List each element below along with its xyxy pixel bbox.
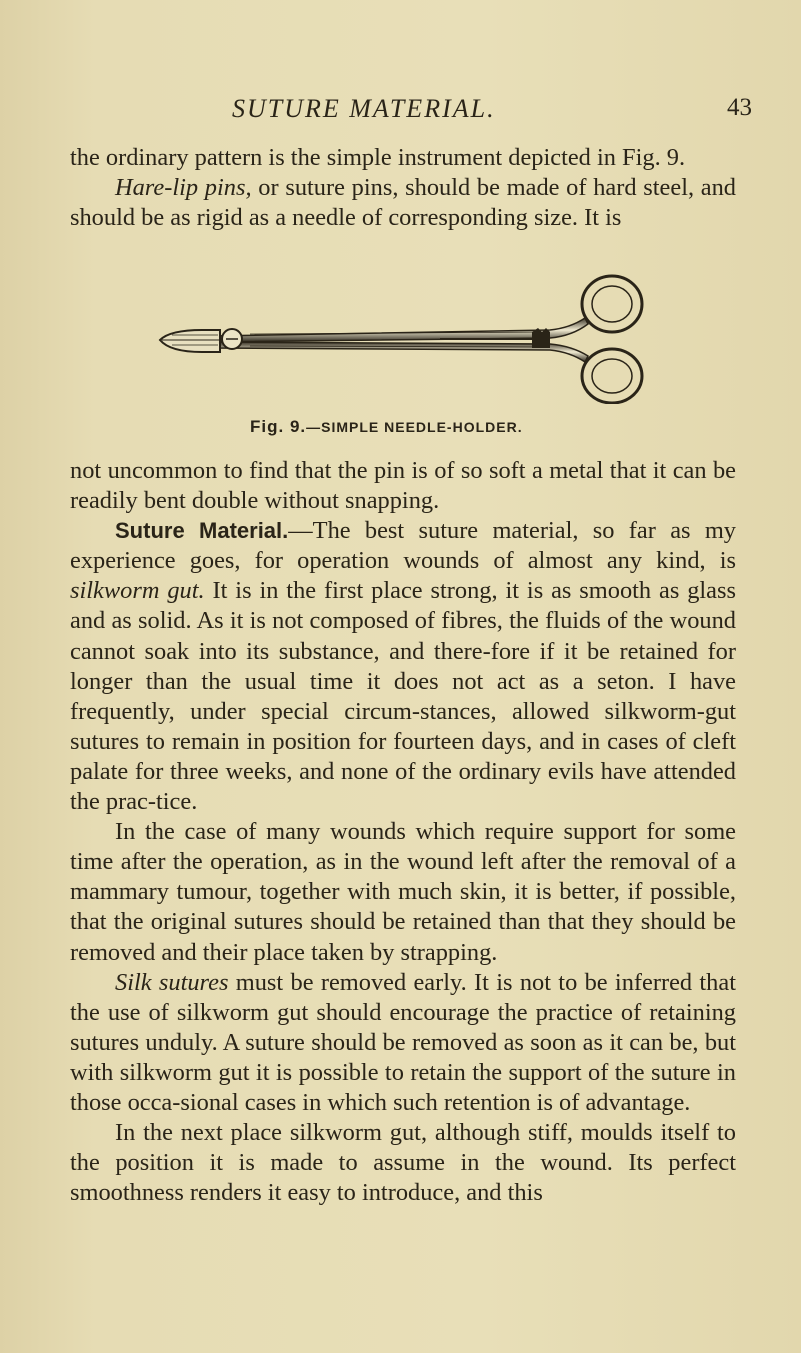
running-head xyxy=(232,94,752,130)
suture-material-text-a: —The best suture material, so far as my experience goes, for operation wounds of almost any kind, is xyxy=(70,517,736,575)
paragraph-next-place: In the next place silkworm gut, although stiff, moulds itself to the position it is made to assume in the wound. Its perfect smoothness renders it easy to introduce, and this xyxy=(70,1119,736,1207)
silk-sutures-text: must be removed early. It is not to be inferred that the use of silkworm gut should encourage the practice of retaining sutures unduly. A suture should be removed as soon as it can be, but with silkworm gut it is possible to retain the support of the suture in those occa-sional cases in which such retention is of advantage. xyxy=(70,968,736,1116)
suture-material-text-b: It is in the first place strong, it is as smooth as glass and as solid. As it is not composed of fibres, the fluids of the wound cannot soak into its substance, and there-fore if it be retained for longer than the usual time it does not act as a seton. I have frequently, under special circum-stances, allowed silkworm-gut sutures to remain in position for fourteen days, and in cases of cleft palate for three weeks, and none of the ordinary evils have attended the prac-tice. xyxy=(70,577,736,816)
hare-lip-text: or suture pins, should be made of hard steel, and should be as rigid as a needle of corresponding size. It is xyxy=(70,174,736,232)
paragraph-hare-lip xyxy=(70,173,736,233)
paragraph-suture-material xyxy=(70,516,736,817)
running-title: SUTURE MATERIAL. xyxy=(232,94,496,123)
paragraph-mammary: In the case of many wounds which require support for some time after the operation, as in the wound left after the removal of a mammary tumour, together with much skin, it is better, if possible, that the original sutures should be retained than that they should be removed and their place taken by strapping. xyxy=(70,818,736,966)
paragraph-pin: not uncommon to find that the pin is of so soft a metal that it can be readily bent double without snapping. xyxy=(70,457,736,515)
needle-holder-lower-arm xyxy=(210,342,588,362)
top-text xyxy=(70,143,736,233)
silkworm-gut-term: silkworm gut. xyxy=(70,577,205,605)
ratchet xyxy=(532,328,550,348)
paragraph-silk-sutures xyxy=(70,968,736,1118)
needle-holder-jaw xyxy=(160,330,220,352)
hare-lip-term: Hare-lip pins, xyxy=(115,174,252,202)
page-number: 43 xyxy=(727,94,752,121)
figure-caption xyxy=(250,417,523,437)
section-heading-suture-material: Suture Material. xyxy=(115,518,289,544)
silk-sutures-term: Silk sutures xyxy=(115,968,229,996)
caption-title: —SIMPLE NEEDLE-HOLDER. xyxy=(306,419,523,435)
main-text xyxy=(70,456,736,1208)
paragraph-fig-reference: the ordinary pattern is the simple instrument depicted in Fig. 9. xyxy=(70,144,686,171)
needle-holder-illustration xyxy=(140,272,680,404)
caption-fig-number: Fig. 9. xyxy=(250,417,307,436)
